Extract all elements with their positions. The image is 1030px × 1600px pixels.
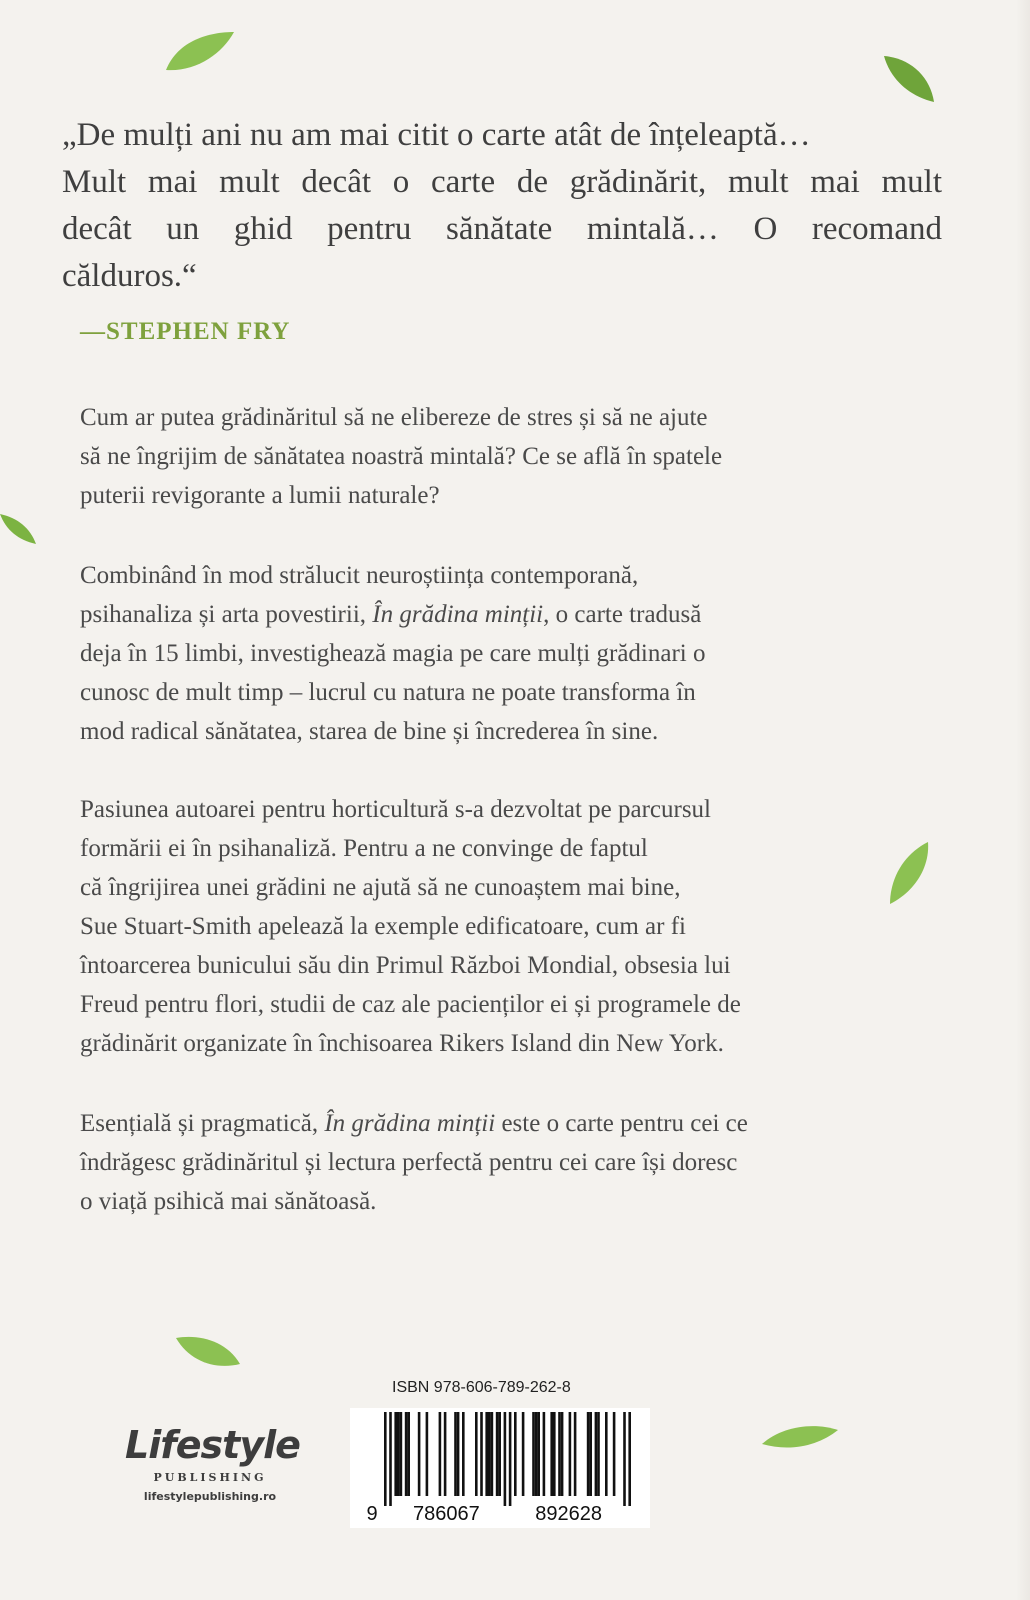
description-paragraph-1 — [80, 398, 920, 515]
barcode-graphic — [350, 1408, 650, 1528]
barcode-bar — [491, 1412, 494, 1496]
paragraph-line: Combinând în mod strălucit neuroștiința contemporană, — [80, 562, 639, 589]
paragraph-line: puterii revigorante a lumii naturale? — [80, 482, 440, 509]
barcode-bar — [498, 1412, 501, 1496]
barcode-bar — [405, 1412, 408, 1496]
barcode-bar — [509, 1412, 512, 1506]
barcode-bar — [457, 1412, 460, 1496]
paragraph-line: îndrăgesc grădinăritul și lectura perfectă pentru cei care își doresc — [80, 1149, 738, 1176]
paragraph-line: formării ei în psihanaliză. Pentru a ne convinge de faptul — [80, 835, 648, 862]
barcode-bar — [553, 1412, 556, 1496]
barcode-bar — [418, 1412, 421, 1496]
paragraph-text: Esențială și pragmatică, — [80, 1110, 325, 1137]
paragraph-line: să ne îngrijim de sănătatea noastră mintală? Ce se află în spatele — [80, 443, 723, 470]
barcode-bar — [504, 1412, 507, 1506]
barcode-bar — [605, 1412, 608, 1496]
barcode-bar — [537, 1412, 540, 1496]
barcode-bar — [384, 1412, 387, 1506]
barcode-bar — [628, 1412, 631, 1506]
barcode-bar — [389, 1412, 392, 1506]
cover-edge — [1016, 0, 1030, 1600]
leaf-icon — [880, 50, 940, 110]
barcode — [350, 1408, 650, 1528]
publisher-logo-text: Lifestyle — [125, 1423, 300, 1467]
barcode-bar — [561, 1412, 564, 1496]
barcode-bar — [496, 1412, 499, 1496]
quote-attribution: —STEPHEN FRY — [80, 318, 291, 345]
barcode-bar — [558, 1412, 561, 1496]
paragraph-line: deja în 15 limbi, investighează magia pe care mulți grădinari o — [80, 640, 706, 667]
barcode-bar — [439, 1412, 442, 1496]
paragraph-line — [80, 595, 920, 634]
barcode-bar — [397, 1412, 400, 1496]
quote-line: „De mulți ani nu am mai citit o carte atât de înțeleaptă… — [62, 117, 811, 153]
barcode-bar — [488, 1412, 491, 1496]
barcode-bar — [543, 1412, 546, 1496]
leaf-icon — [0, 510, 40, 550]
quote-line: decât un ghid pentru sănătate mintală… O recomand — [62, 211, 942, 247]
barcode-bar — [574, 1412, 577, 1496]
publisher-url: lifestylepublishing.ro — [143, 1490, 277, 1503]
barcode-bar — [485, 1412, 488, 1496]
quote-line: călduros.“ — [62, 258, 197, 294]
paragraph-line: Sue Stuart-Smith apelează la exemple edificatoare, cum ar fi — [80, 913, 686, 940]
barcode-bar — [400, 1412, 403, 1496]
barcode-bar — [532, 1412, 535, 1496]
paragraph-line: mod radical sănătatea, starea de bine și încrederea în sine. — [80, 718, 659, 745]
barcode-bar — [535, 1412, 538, 1496]
barcode-bar — [569, 1412, 572, 1496]
paragraph-text: psihanaliza și arta povestirii, — [80, 601, 373, 628]
barcode-digits: 9 — [366, 1503, 378, 1525]
blurb-quote — [62, 112, 942, 300]
barcode-bar — [587, 1412, 590, 1496]
leaf-icon — [160, 28, 240, 78]
barcode-bar — [595, 1412, 598, 1496]
description-paragraph-3 — [80, 790, 920, 1063]
barcode-bar — [475, 1412, 478, 1496]
paragraph-line — [80, 1104, 920, 1143]
quote-line: Mult mai mult decât o carte de grădinărit, mult mai mult — [62, 164, 942, 200]
barcode-bar — [550, 1412, 553, 1496]
leaf-icon — [172, 1330, 244, 1376]
description-paragraph-4 — [80, 1104, 920, 1221]
barcode-bar — [480, 1412, 483, 1496]
paragraph-line: o viață psihică mai sănătoasă. — [80, 1188, 377, 1215]
barcode-bar — [623, 1412, 626, 1506]
paragraph-line: întoarcerea bunicului său din Primul Război Mondial, obsesia lui — [80, 952, 731, 979]
barcode-bar — [462, 1412, 465, 1496]
book-title: În grădina minții — [324, 1110, 496, 1137]
barcode-bar — [613, 1412, 616, 1496]
barcode-digits: 892628 — [535, 1503, 602, 1525]
paragraph-text: , o carte tradusă — [543, 601, 702, 628]
barcode-bar — [444, 1412, 447, 1496]
book-title: În grădina minții — [372, 601, 544, 628]
paragraph-line: Pasiunea autoarei pentru horticultură s-a dezvoltat pe parcursul — [80, 796, 712, 823]
barcode-bar — [407, 1412, 410, 1496]
isbn-label: ISBN 978-606-789-262-8 — [392, 1379, 571, 1396]
barcode-bar — [514, 1412, 517, 1496]
barcode-digits: 786067 — [413, 1503, 480, 1525]
barcode-bar — [589, 1412, 592, 1496]
publisher-subtitle: PUBLISHING — [153, 1471, 267, 1484]
barcode-bar — [597, 1412, 600, 1496]
paragraph-line: grădinărit organizate în închisoarea Rikers Island din New York. — [80, 1030, 724, 1057]
leaf-icon — [760, 1420, 840, 1454]
barcode-bar — [454, 1412, 457, 1496]
paragraph-line: cunosc de mult timp – lucrul cu natura ne poate transforma în — [80, 679, 696, 706]
paragraph-text: este o carte pentru cei ce — [495, 1110, 748, 1137]
barcode-bar — [426, 1412, 429, 1496]
paragraph-line: Cum ar putea grădinăritul să ne elibereze de stres și să ne ajute — [80, 404, 708, 431]
barcode-bar — [394, 1412, 397, 1496]
publisher-logo — [125, 1423, 300, 1503]
barcode-bar — [522, 1412, 525, 1496]
paragraph-line: Freud pentru flori, studii de caz ale pacienților ei și programele de — [80, 991, 741, 1018]
description-paragraph-2 — [80, 556, 920, 751]
paragraph-line: că îngrijirea unei grădini ne ajută să ne cunoaștem mai bine, — [80, 874, 681, 901]
